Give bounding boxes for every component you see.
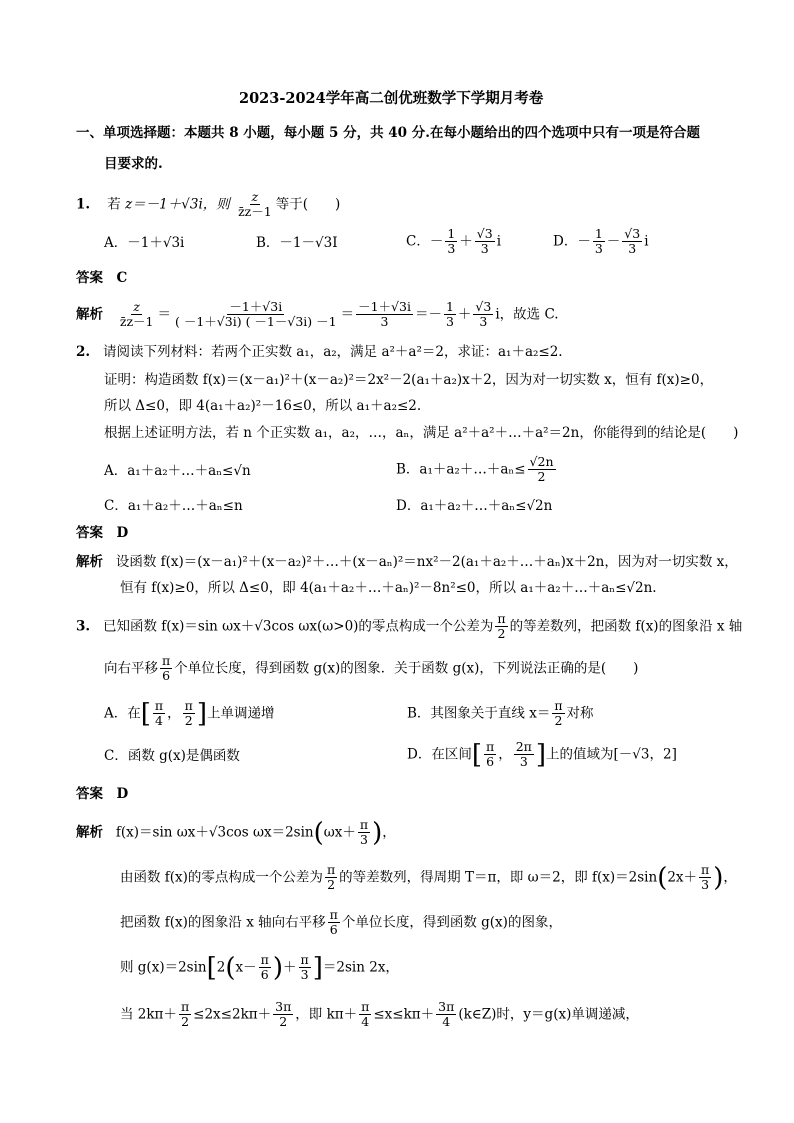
q1-stem xyxy=(76,190,340,220)
q1-solution-label: 解析 xyxy=(76,306,103,323)
q1-stem-b: 等于( ) xyxy=(275,196,341,213)
q3-s2-fn: π xyxy=(326,862,336,877)
q3-s2b: 的等差数列，得周期 T＝π，即 ω＝2，即 f(x)＝2sin xyxy=(339,869,658,886)
q3-s1-frac xyxy=(358,818,370,848)
q3-number: 3. xyxy=(76,618,91,635)
q1-sol-eq: ＝ xyxy=(157,306,171,323)
q3-d-post: 上的值域为[－√3，2] xyxy=(546,746,677,763)
q3-a-f2d: 2 xyxy=(184,713,193,729)
q3-l1-fd: 2 xyxy=(497,626,506,642)
q1-sol-plus: ＋ xyxy=(457,306,472,323)
q3-solution-4: 则 g(x)＝2sin[2(x－ $\frac{\pi}{6}$ )＋ $\frac{\pi}{3}$ ]＝2sin 2x， xyxy=(120,952,399,983)
q3-s5c: ，即 kπ＋ xyxy=(295,1006,358,1023)
q3-s5-f1n: π xyxy=(180,999,190,1014)
section-heading xyxy=(76,127,700,141)
q3-d-frac2 xyxy=(514,740,534,770)
q3-s1b: ， xyxy=(382,824,396,841)
q3-s4-frac xyxy=(259,953,271,983)
q2-option-b-frac xyxy=(528,455,556,485)
q3-l1-fn: π xyxy=(497,611,506,626)
q1-number: 1. xyxy=(76,196,91,213)
q1-d-f1n: 1 xyxy=(594,226,603,241)
q1-stem-z: z＝－1＋√3i，则 xyxy=(125,196,230,213)
q3-s5-frac1 xyxy=(179,1000,191,1030)
q1-sol-frac4 xyxy=(444,300,456,330)
q3-b-frac xyxy=(552,699,564,729)
q3-s5-frac2 xyxy=(273,1000,293,1030)
q1-sol-f2n: －1＋√3i xyxy=(229,299,283,314)
q3-a-pre: A．在 xyxy=(104,705,141,722)
q3-a-post: 上单调递增 xyxy=(207,705,275,722)
q1-frac-den: z̄z－1 xyxy=(238,204,272,220)
q3-answer: 答案 D xyxy=(76,786,129,802)
q3-s3-frac xyxy=(328,908,340,938)
q1-answer: 答案 C xyxy=(76,270,128,286)
q3-s5-f2n: 3π xyxy=(275,999,292,1014)
q3-solution-3 xyxy=(120,908,562,938)
q1-sol-frac1 xyxy=(118,300,156,330)
q3-s5-f4n: 3π xyxy=(438,999,455,1014)
q3-d-f2d: 3 xyxy=(519,754,528,770)
q3-b-pre: B．其图象关于直线 x＝ xyxy=(407,705,551,722)
q3-l1a: 已知函数 f(x)＝sin ωx＋√3cos ωx(ω>0)的零点构成一个公差为 xyxy=(102,618,494,635)
q3-s3b: 个单位长度，得到函数 g(x)的图象， xyxy=(341,914,562,931)
q1-sol-f4n: 1 xyxy=(445,299,454,314)
q1-option-d xyxy=(553,227,649,257)
q3-b-fd: 2 xyxy=(554,713,563,729)
q3-s5a: 当 2kπ＋ xyxy=(120,1006,177,1023)
q3-l1b: 的等差数列，把函数 f(x)的图象沿 x 轴 xyxy=(509,618,743,635)
q1-sol-frac3 xyxy=(356,300,413,330)
q3-s2-frac2 xyxy=(699,863,711,893)
q3-d-sep: ， xyxy=(498,746,512,763)
q3-s1-fn: π xyxy=(359,817,369,832)
q3-solution-1: 解析 f(x)＝sin ωx＋√3cos ωx＝2sin(ωx＋ $\frac{\pi}{3}$ )， xyxy=(76,817,396,848)
q1-stem-fraction xyxy=(236,190,274,220)
q3-d-f1d: 6 xyxy=(486,754,495,770)
q1-option-c xyxy=(406,227,501,257)
q3-s4-f2d: 3 xyxy=(300,967,309,983)
q3-s5d: ≤x≤kπ＋ xyxy=(373,1006,435,1023)
q1-d-f1d: 3 xyxy=(594,241,603,257)
q3-line2 xyxy=(104,654,638,684)
q3-s2-frac xyxy=(325,863,337,893)
q1-option-d-frac2 xyxy=(622,227,642,257)
q1-c-f1n: 1 xyxy=(447,226,456,241)
q1-option-c-frac1 xyxy=(445,227,457,257)
q2-option-d: D．a₁＋a₂＋…＋aₙ≤√2n xyxy=(396,498,553,514)
q1-c-mid: ＋ xyxy=(459,233,473,250)
q1-d-f2n: √3 xyxy=(624,226,641,241)
q3-l2a: 向右平移 xyxy=(104,660,158,677)
q3-s5-frac3 xyxy=(359,1000,371,1030)
q2-s1: 设函数 f(x)＝(x－a₁)²＋(x－a₂)²＋…＋(x－aₙ)²＝nx²－2(a₁＋a₂＋…＋aₙ)x＋2n，因为对一切实数 x， xyxy=(115,554,738,570)
q3-line1 xyxy=(76,612,742,642)
q3-s4-in1: 2 xyxy=(216,959,226,976)
q3-s4-fn: π xyxy=(260,952,269,967)
q1-c-f2d: 3 xyxy=(480,241,489,257)
q1-sol-frac5 xyxy=(473,300,493,330)
q2-l1: 请阅读下列材料：若两个正实数 a₁，a₂，满足 a²＋a²＝2，求证：a₁＋a₂≤2. xyxy=(102,344,563,360)
q2-line3: 所以 Δ≤0，即 4(a₁＋a₂)²－16≤0，所以 a₁＋a₂≤2. xyxy=(104,398,422,414)
section-heading-text: 一、单项选择题：本题共 8 小题，每小题 5 分，共 40 分. xyxy=(76,125,430,141)
q3-s3-fd: 6 xyxy=(329,922,338,938)
q3-l2-frac xyxy=(160,654,172,684)
q1-option-b: B．－1－√3I xyxy=(256,235,338,251)
q3-s2-f2d: 3 xyxy=(701,877,710,893)
q1-solution xyxy=(76,300,559,330)
q3-s3a: 把函数 f(x)的图象沿 x 轴向右平移 xyxy=(120,914,326,931)
q2-solution-2: 恒有 f(x)≥0，所以 Δ≤0，即 4(a₁＋a₂＋…＋aₙ)²－8n²≤0，所以 a₁＋a₂＋…＋aₙ≤√2n. xyxy=(120,580,657,596)
q1-c-f2n: √3 xyxy=(476,226,493,241)
q3-s2-f2n: π xyxy=(701,862,710,877)
q1-c-f1d: 3 xyxy=(447,241,456,257)
q1-sol-eq-b: ＝ xyxy=(340,306,355,323)
q3-s4-frac2 xyxy=(299,953,311,983)
q3-solution-5 xyxy=(120,1000,639,1030)
q1-sol-f2d: ( －1＋√3i) ( －1－√3i) －1 xyxy=(175,314,337,330)
q3-s2-fd: 2 xyxy=(327,877,336,893)
q2-b-fd: 2 xyxy=(537,469,546,485)
q3-s1-in: ωx＋ xyxy=(323,824,356,841)
q1-d-end: i xyxy=(644,233,649,250)
q1-option-d-label: D．－ xyxy=(553,233,591,250)
q3-s4-f2n: π xyxy=(300,952,309,967)
q3-s5-frac4 xyxy=(436,1000,456,1030)
q3-s5-f1d: 2 xyxy=(181,1014,190,1030)
q3-s1a: f(x)＝sin ωx＋√3cos ωx＝2sin xyxy=(115,824,314,841)
q3-solution-label: 解析 xyxy=(76,824,103,841)
q3-s2c: ， xyxy=(723,869,737,886)
q3-b-fn: π xyxy=(554,698,563,713)
q3-s1-fd: 3 xyxy=(360,832,368,848)
q2-number: 2. xyxy=(76,344,91,360)
q3-s2a: 由函数 f(x)的零点构成一个公差为 xyxy=(120,869,323,886)
q1-sol-f4d: 3 xyxy=(445,314,454,330)
q1-c-end: i xyxy=(496,233,502,250)
q1-sol-f3d: 3 xyxy=(380,314,389,330)
q3-d-f2n: 2π xyxy=(515,739,532,754)
q1-sol-frac2 xyxy=(173,300,339,330)
q3-s5-f3n: π xyxy=(361,999,370,1014)
q1-sol-f1d: z̄z－1 xyxy=(119,314,154,330)
q3-s4-in2: x－ xyxy=(235,959,257,976)
section-heading-rest: 在每小题给出的四个选项中只有一项是符合题 xyxy=(429,125,700,141)
q3-option-b xyxy=(407,699,594,729)
q3-d-f1n: π xyxy=(485,739,495,754)
q1-option-d-frac1 xyxy=(593,227,605,257)
q2-line4: 根据上述证明方法，若 n 个正实数 a₁，a₂，…，aₙ，满足 a²＋a²＋…＋a²＝2n，你能得到的结论是( ) xyxy=(104,425,739,441)
q1-option-a: A．－1＋√3i xyxy=(104,235,185,251)
q3-s5b: ≤2x≤2kπ＋ xyxy=(193,1006,272,1023)
q3-a-f1d: 4 xyxy=(155,713,163,729)
q3-l2b: 个单位长度，得到函数 g(x)的图象．关于函数 g(x)，下列说法正确的是( ) xyxy=(174,660,639,677)
q1-option-c-frac2 xyxy=(475,227,495,257)
q3-l1-frac xyxy=(495,612,507,642)
q1-sol-f5n: √3 xyxy=(475,299,492,314)
q3-s5-f3d: 4 xyxy=(361,1014,370,1030)
q3-a-f1n: π xyxy=(154,698,164,713)
q3-s5-f4d: 4 xyxy=(442,1014,451,1030)
q1-option-c-label: C．－ xyxy=(406,233,444,250)
q3-option-d: D．在区间[ $\frac{\pi}{6}$ ， $\frac{2\pi}{3}$ ]上的值域为[－√3，2] xyxy=(407,739,677,770)
q1-stem-a: 若 xyxy=(107,196,121,213)
q2-answer: 答案 D xyxy=(76,525,129,541)
q3-s3-fn: π xyxy=(329,907,338,922)
q3-s4-fd: 6 xyxy=(260,967,269,983)
q3-s5-f2d: 2 xyxy=(279,1014,288,1030)
q3-d-pre: D．在区间 xyxy=(407,746,472,763)
q3-s4a: 则 g(x)＝2sin xyxy=(120,959,207,976)
q2-option-b-pre: B．a₁＋a₂＋…＋aₙ≤ xyxy=(396,461,526,478)
q2-b-fn: √2n xyxy=(529,454,554,469)
q3-option-c: C．函数 g(x)是偶函数 xyxy=(104,748,240,764)
q2-option-a: A．a₁＋a₂＋…＋aₙ≤√n xyxy=(104,463,251,479)
q2-solution-1 xyxy=(76,556,738,570)
q1-frac-num: z xyxy=(251,189,259,204)
q3-solution-2: 由函数 f(x)的零点构成一个公差为 $\frac{\pi}{2}$ 的等差数列，得周期 T＝π，即 ω＝2，即 f(x)＝2sin(2x＋ $\frac{\pi}{3}$ )， xyxy=(120,862,737,893)
q3-option-a: A．在[ $\frac{\pi}{4}$ ， $\frac{\pi}{2}$ ]上单调递增 xyxy=(104,698,275,729)
q3-b-post: 对称 xyxy=(566,705,594,722)
q2-solution-label: 解析 xyxy=(76,554,103,570)
q3-s5e: (k∈Z)时，y＝g(x)单调递减， xyxy=(458,1006,639,1023)
q1-sol-eq2: ＝－ xyxy=(414,306,442,323)
q1-sol-f3n: －1＋√3i xyxy=(358,299,411,314)
q1-sol-f5d: 3 xyxy=(479,314,488,330)
q1-d-mid: － xyxy=(606,233,621,250)
q3-s2-in: 2x＋ xyxy=(667,869,698,886)
q3-a-frac2 xyxy=(183,699,195,729)
q2-line2: 证明：构造函数 f(x)＝(x－a₁)²＋(x－a₂)²＝2x²－2(a₁＋a₂)x＋2，因为对一切实数 x，恒有 f(x)≥0， xyxy=(104,372,714,388)
q3-s4-in3: ＋ xyxy=(283,959,297,976)
section-heading-cont: 目要求的. xyxy=(104,156,163,172)
q3-l2-fn: π xyxy=(162,653,171,668)
page-title: 2023-2024学年高二创优班数学下学期月考卷 xyxy=(239,90,544,107)
q1-sol-f1n: z xyxy=(133,299,140,314)
q3-a-frac1 xyxy=(153,699,165,729)
q3-a-sep: ， xyxy=(167,705,181,722)
q1-sol-end: i，故选 C. xyxy=(495,306,559,323)
q3-s4b: ＝2sin 2x， xyxy=(322,959,399,976)
q3-l2-fd: 6 xyxy=(162,668,171,684)
q2-option-b xyxy=(396,455,558,485)
q2-option-c: C．a₁＋a₂＋…＋aₙ≤n xyxy=(104,498,243,514)
q1-d-f2d: 3 xyxy=(628,241,637,257)
q3-d-frac1 xyxy=(484,740,496,770)
q3-a-f2n: π xyxy=(184,698,193,713)
q2-line1 xyxy=(76,346,563,360)
